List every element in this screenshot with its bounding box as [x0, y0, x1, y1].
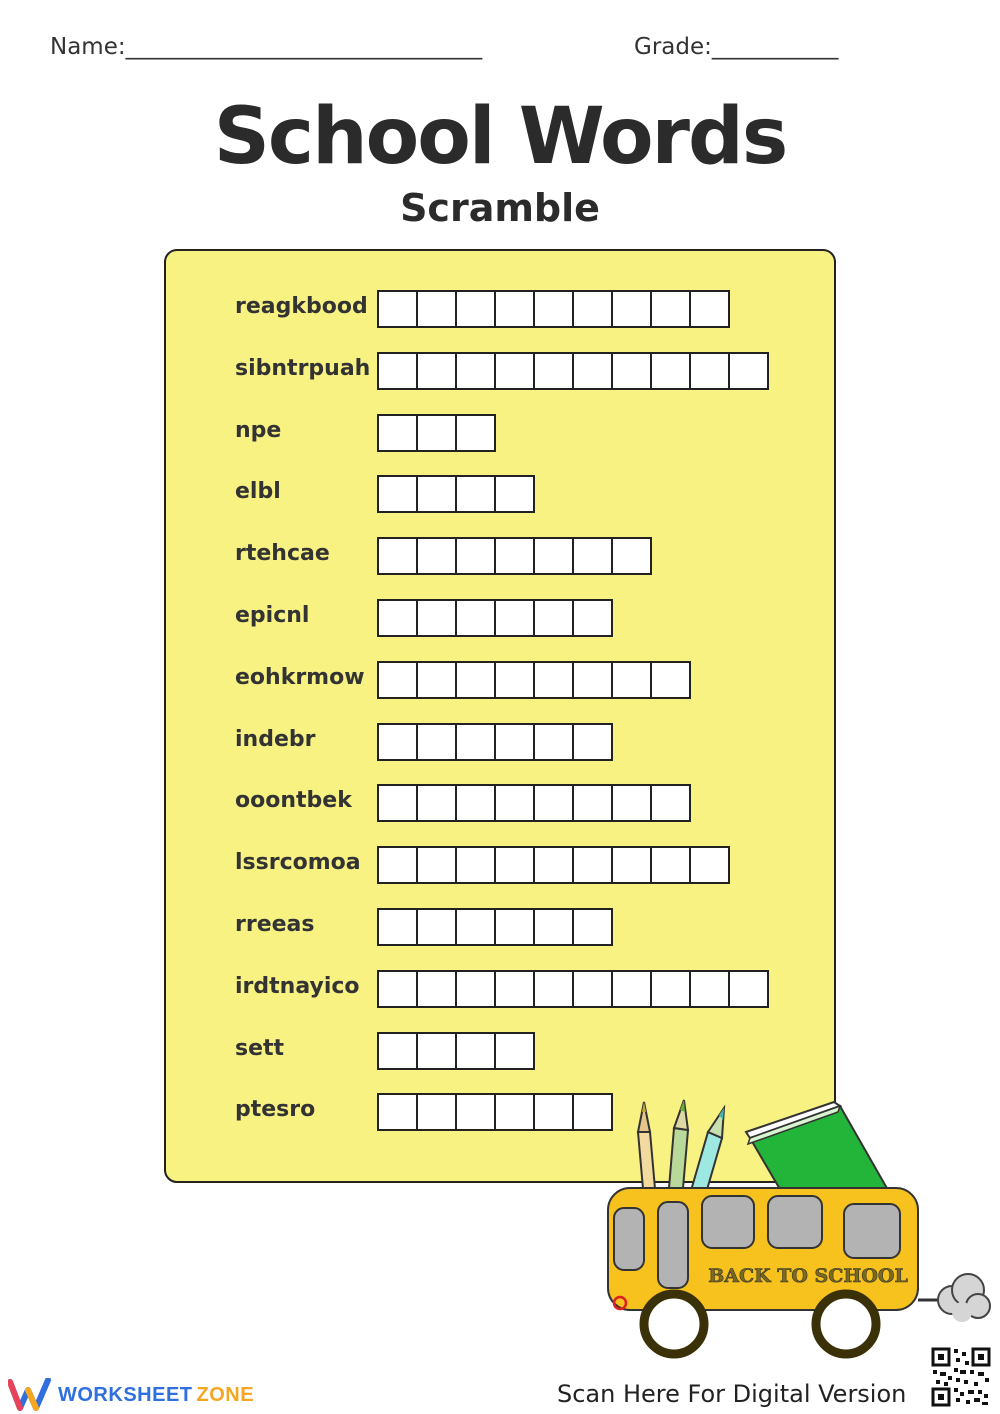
letter-box[interactable]: [416, 475, 457, 513]
letter-box[interactable]: [494, 290, 535, 328]
brand-name-part1: WORKSHEET: [58, 1383, 193, 1406]
letter-box[interactable]: [494, 1032, 535, 1070]
letter-box[interactable]: [455, 784, 496, 822]
answer-boxes: [377, 846, 730, 884]
letter-box[interactable]: [416, 723, 457, 761]
word-scramble-panel: [164, 249, 836, 1183]
letter-box[interactable]: [533, 352, 574, 390]
scrambled-word: rreeas: [235, 912, 315, 937]
letter-box[interactable]: [533, 723, 574, 761]
letter-box[interactable]: [611, 537, 652, 575]
letter-box[interactable]: [533, 290, 574, 328]
letter-box[interactable]: [572, 290, 613, 328]
scrambled-word: epicnl: [235, 603, 310, 628]
answer-boxes: [377, 475, 535, 513]
letter-box[interactable]: [689, 290, 730, 328]
letter-box[interactable]: [416, 846, 457, 884]
letter-box[interactable]: [416, 970, 457, 1008]
letter-box[interactable]: [572, 352, 613, 390]
letter-box[interactable]: [416, 661, 457, 699]
letter-box[interactable]: [494, 352, 535, 390]
scrambled-word: rtehcae: [235, 541, 330, 567]
letter-box[interactable]: [455, 661, 496, 699]
scrambled-word: ooontbek: [235, 788, 352, 814]
letter-box[interactable]: [455, 970, 496, 1008]
letter-box[interactable]: [533, 1093, 574, 1131]
letter-box[interactable]: [416, 784, 457, 822]
letter-box[interactable]: [611, 784, 652, 822]
letter-box[interactable]: [611, 661, 652, 699]
grade-field[interactable]: Grade:___________: [634, 34, 839, 60]
letter-box[interactable]: [377, 661, 418, 699]
letter-box[interactable]: [494, 970, 535, 1008]
letter-box[interactable]: [494, 1093, 535, 1131]
letter-box[interactable]: [377, 908, 418, 946]
letter-box[interactable]: [455, 537, 496, 575]
scrambled-word: sett: [235, 1035, 285, 1061]
letter-box[interactable]: [455, 475, 496, 513]
letter-box[interactable]: [611, 290, 652, 328]
letter-box[interactable]: [377, 414, 418, 452]
letter-box[interactable]: [377, 599, 418, 637]
letter-box[interactable]: [533, 970, 574, 1008]
letter-box[interactable]: [533, 599, 574, 637]
name-field[interactable]: Name:_______________________________: [50, 34, 483, 60]
scrambled-word: irdtnayico: [235, 973, 360, 999]
scrambled-word: npe: [235, 417, 282, 443]
letter-box[interactable]: [494, 784, 535, 822]
answer-boxes: [377, 1032, 535, 1070]
letter-box[interactable]: [494, 908, 535, 946]
letter-box[interactable]: [416, 908, 457, 946]
answer-boxes: [377, 352, 769, 390]
letter-box[interactable]: [494, 537, 535, 575]
scrambled-word: indebr: [235, 726, 316, 752]
scan-instruction: Scan Here For Digital Version: [557, 1380, 907, 1408]
letter-box[interactable]: [572, 970, 613, 1008]
answer-boxes: [377, 290, 730, 328]
letter-box[interactable]: [455, 599, 496, 637]
letter-box[interactable]: [494, 846, 535, 884]
letter-box[interactable]: [377, 1032, 418, 1070]
letter-box[interactable]: [416, 352, 457, 390]
letter-box[interactable]: [416, 537, 457, 575]
letter-box[interactable]: [650, 970, 691, 1008]
page-title: School Words: [213, 92, 787, 182]
answer-boxes: [377, 661, 691, 699]
bus-icon: [608, 1188, 940, 1354]
letter-box[interactable]: [377, 846, 418, 884]
answer-boxes: [377, 784, 691, 822]
letter-box[interactable]: [533, 846, 574, 884]
letter-box[interactable]: [572, 599, 613, 637]
letter-box[interactable]: [377, 1093, 418, 1131]
letter-box[interactable]: [572, 723, 613, 761]
letter-box[interactable]: [416, 1032, 457, 1070]
letter-box[interactable]: [455, 908, 496, 946]
letter-box[interactable]: [455, 846, 496, 884]
letter-box[interactable]: [611, 970, 652, 1008]
letter-box[interactable]: [494, 723, 535, 761]
qr-code-icon[interactable]: [930, 1346, 992, 1408]
letter-box[interactable]: [455, 290, 496, 328]
letter-box[interactable]: [689, 846, 730, 884]
letter-box[interactable]: [650, 290, 691, 328]
letter-box[interactable]: [377, 290, 418, 328]
letter-box[interactable]: [611, 846, 652, 884]
letter-box[interactable]: [455, 414, 496, 452]
letter-box[interactable]: [572, 661, 613, 699]
letter-box[interactable]: [494, 475, 535, 513]
letter-box[interactable]: [377, 475, 418, 513]
letter-box[interactable]: [572, 846, 613, 884]
letter-box[interactable]: [377, 537, 418, 575]
school-bus-illustration: [600, 1090, 1000, 1380]
scrambled-word: sibntrpuah: [235, 355, 371, 381]
letter-box[interactable]: [377, 723, 418, 761]
letter-box[interactable]: [416, 599, 457, 637]
brand-name-part2: ZONE: [196, 1383, 255, 1406]
letter-box[interactable]: [533, 537, 574, 575]
letter-box[interactable]: [572, 908, 613, 946]
letter-box[interactable]: [377, 784, 418, 822]
worksheetzone-logo[interactable]: [8, 1378, 254, 1412]
pencils-icon: [638, 1100, 724, 1200]
letter-box[interactable]: [728, 970, 769, 1008]
exhaust-cloud-icon: [938, 1274, 990, 1322]
scrambled-word: reagkbood: [235, 294, 368, 319]
answer-boxes: [377, 414, 496, 452]
answer-boxes: [377, 599, 613, 637]
scrambled-word: eohkrmow: [235, 664, 365, 690]
letter-box[interactable]: [455, 1032, 496, 1070]
answer-boxes: [377, 723, 613, 761]
answer-boxes: [377, 970, 769, 1008]
letter-box[interactable]: [494, 661, 535, 699]
letter-box[interactable]: [650, 846, 691, 884]
scrambled-word: elbl: [235, 479, 281, 505]
letter-box[interactable]: [689, 352, 730, 390]
letter-box[interactable]: [416, 290, 457, 328]
letter-box[interactable]: [611, 352, 652, 390]
letter-box[interactable]: [689, 970, 730, 1008]
letter-box[interactable]: [494, 599, 535, 637]
letter-box[interactable]: [455, 352, 496, 390]
letter-box[interactable]: [728, 352, 769, 390]
scrambled-word: lssrcomoa: [235, 850, 361, 876]
page-subtitle: Scramble: [400, 186, 600, 230]
letter-box[interactable]: [533, 661, 574, 699]
letter-box[interactable]: [455, 1093, 496, 1131]
letter-box[interactable]: [533, 908, 574, 946]
answer-boxes: [377, 537, 652, 575]
letter-box[interactable]: [377, 970, 418, 1008]
letter-box[interactable]: [650, 661, 691, 699]
letter-box[interactable]: [572, 784, 613, 822]
w-logo-icon: [8, 1378, 52, 1412]
letter-box[interactable]: [455, 723, 496, 761]
letter-box[interactable]: [416, 1093, 457, 1131]
scrambled-word: ptesro: [235, 1097, 316, 1123]
letter-box[interactable]: [572, 537, 613, 575]
answer-boxes: [377, 908, 613, 946]
letter-box[interactable]: [377, 352, 418, 390]
answer-boxes: [377, 1093, 613, 1131]
bus-label: BACK TO SCHOOL: [708, 1265, 908, 1287]
letter-box[interactable]: [650, 352, 691, 390]
letter-box[interactable]: [416, 414, 457, 452]
letter-box[interactable]: [650, 784, 691, 822]
letter-box[interactable]: [533, 784, 574, 822]
